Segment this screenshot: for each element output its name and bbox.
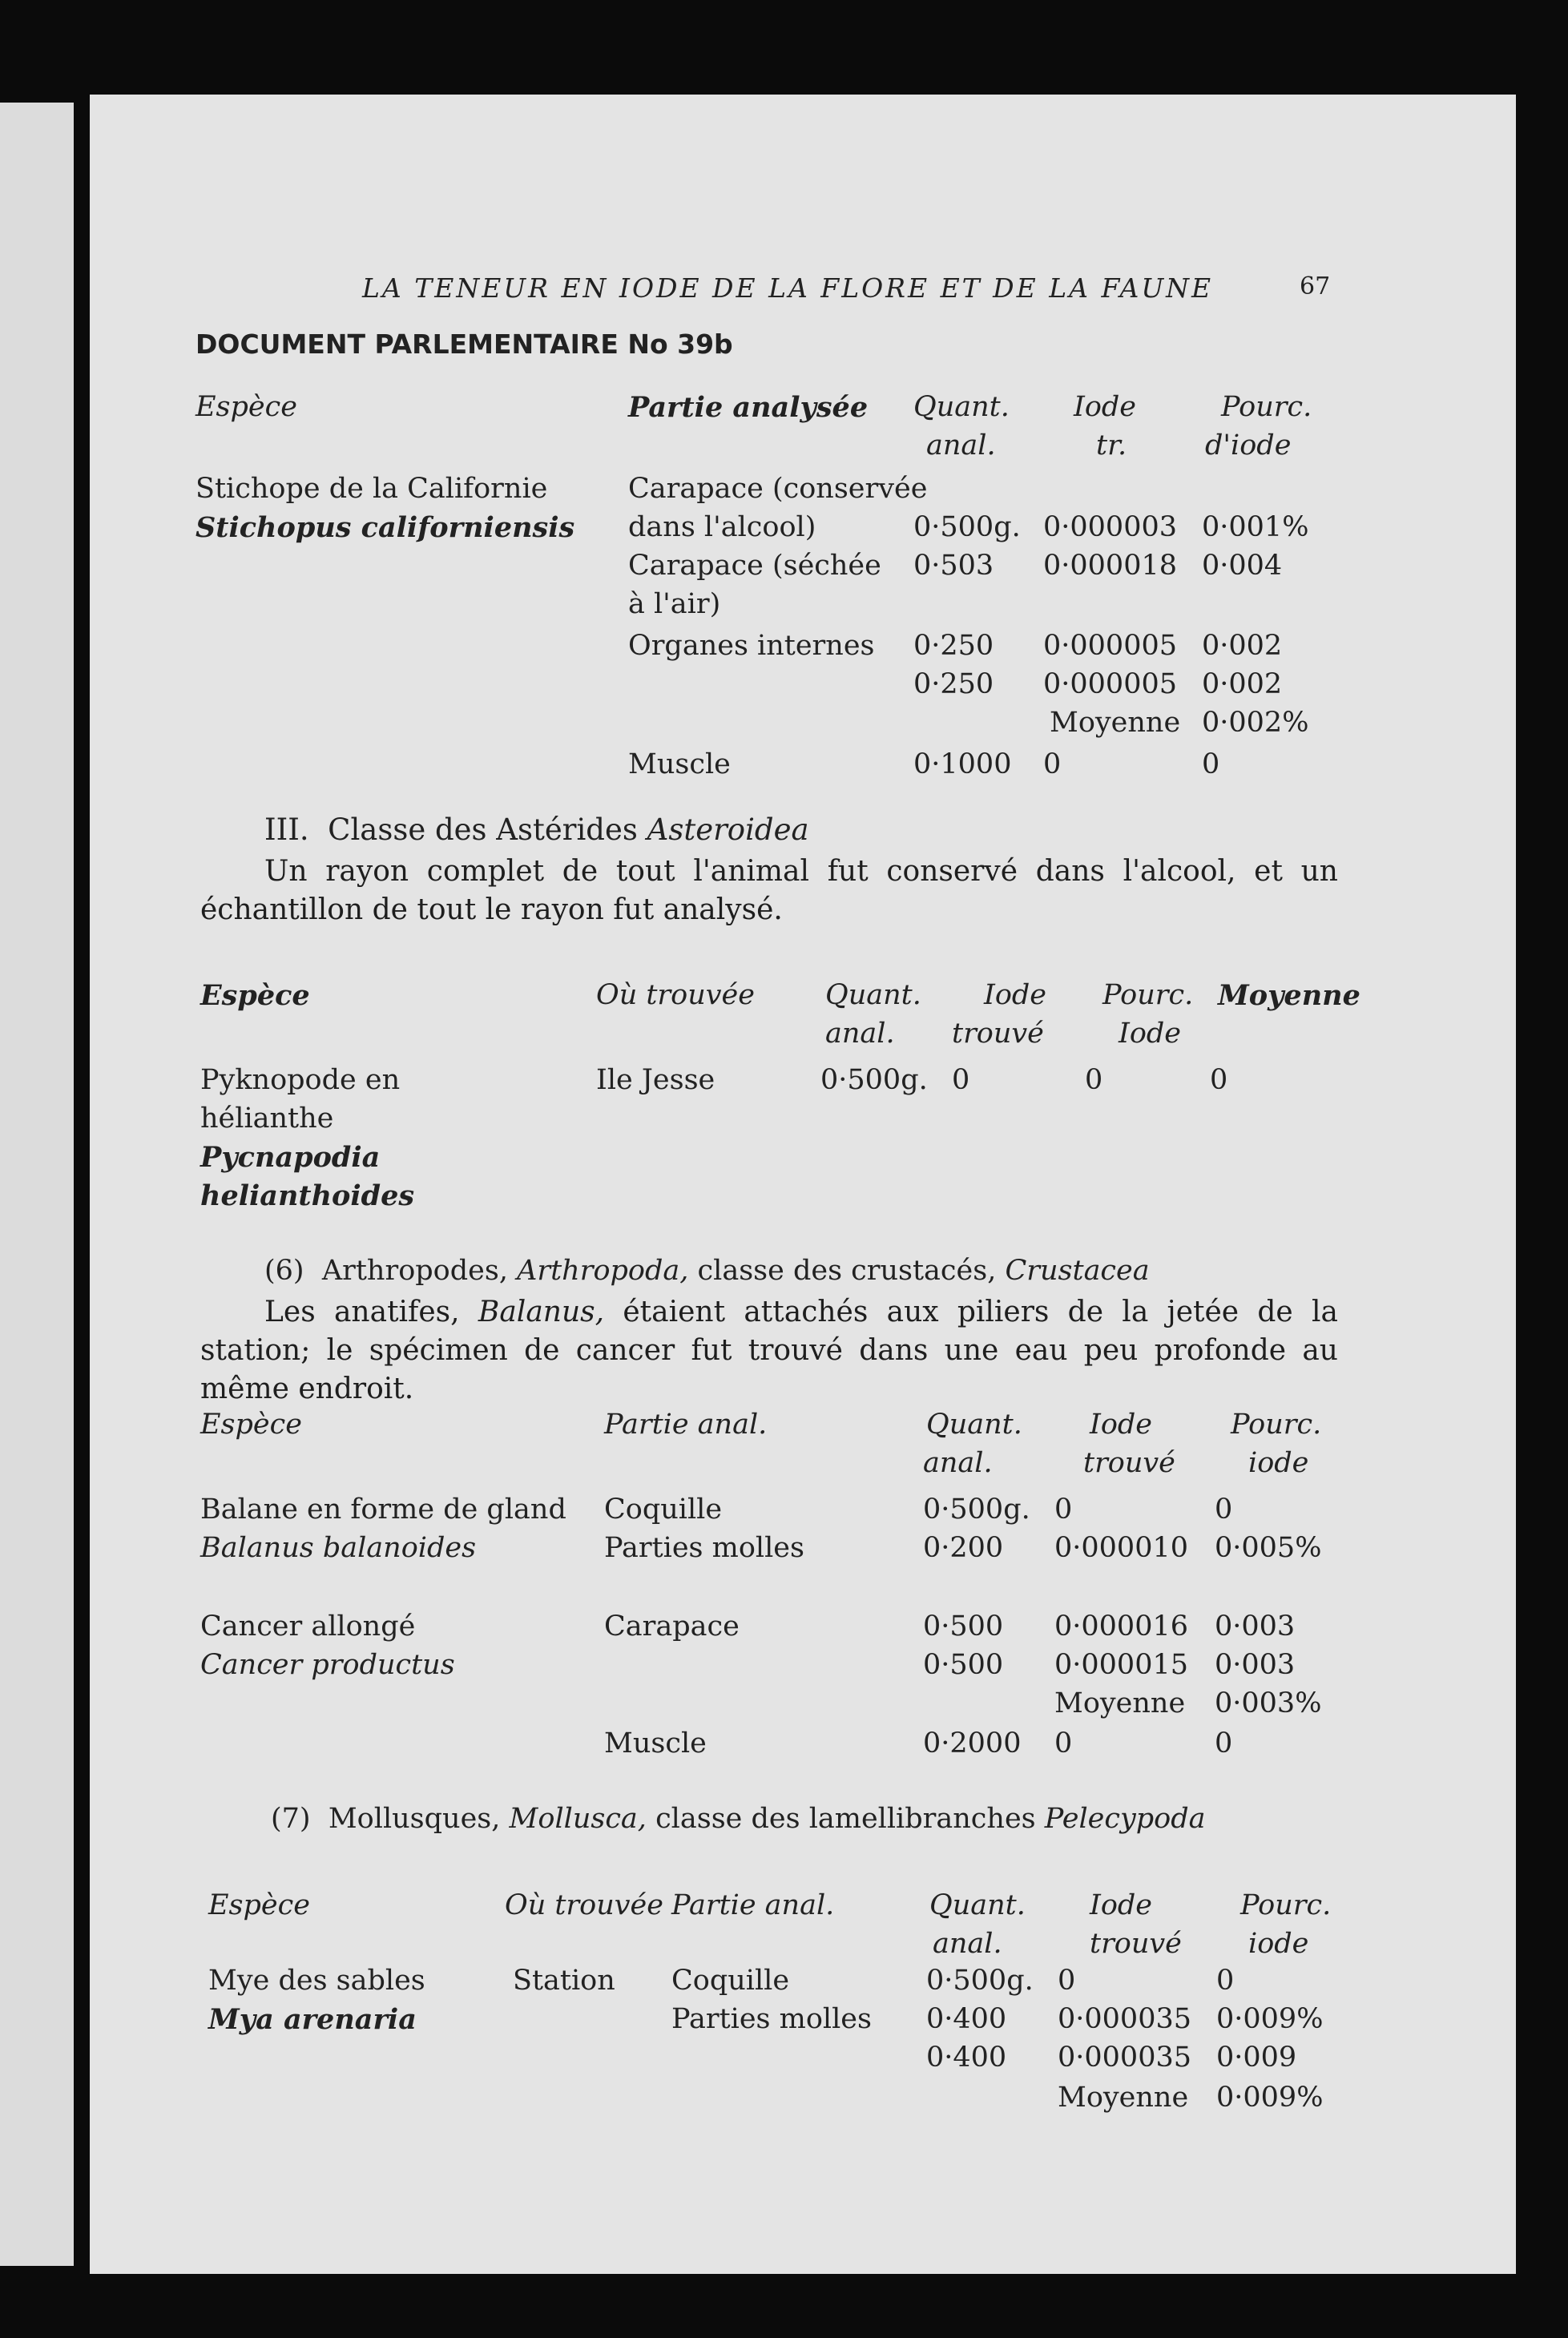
cell-quant: 0·500 xyxy=(923,1610,1004,1643)
cell-quant: 0·1000 xyxy=(913,748,1012,780)
cell-iode: 0·000015 xyxy=(1054,1649,1189,1681)
col-header-partie: Partie analysée xyxy=(628,391,869,424)
book-page xyxy=(90,95,1516,2274)
col-header-iode: Iode xyxy=(1090,1409,1153,1441)
cell-partie: à l'air) xyxy=(628,588,721,620)
cell-iode: 0·000005 xyxy=(1043,630,1178,662)
section-latin: Asteroidea xyxy=(647,812,809,847)
species-latin: Pycnapodia xyxy=(200,1141,381,1174)
paragraph: Un rayon complet de tout l'animal fut conservé dans l'alcool, et un échantillon de tout le rayon fut analysé. xyxy=(200,855,1338,926)
section-title: Mollusques, xyxy=(328,1803,501,1835)
col-header-quant: Quant. xyxy=(825,979,921,1011)
cell-partie: Parties molles xyxy=(604,1532,804,1564)
col-header-quant: Quant. xyxy=(913,391,1010,423)
col-header-espece: Espèce xyxy=(195,391,297,423)
species-latin: Stichopus californiensis xyxy=(195,511,575,544)
cell-moyenne-label: Moyenne xyxy=(1058,2082,1189,2114)
cell-iode: 0 xyxy=(1054,1493,1073,1526)
cell-moyenne: 0 xyxy=(1210,1064,1228,1096)
col-header-espece: Espèce xyxy=(200,1409,302,1441)
species-name: Cancer allongé xyxy=(200,1610,416,1643)
document-label: DOCUMENT PARLEMENTAIRE No 39b xyxy=(195,329,733,360)
cell-moyenne-label: Moyenne xyxy=(1054,1687,1186,1719)
running-header: LA TENEUR EN IODE DE LA FLORE ET DE LA FAUNE xyxy=(362,272,1214,304)
col-header-quant-sub: anal. xyxy=(933,1928,1002,1960)
cell-iode: 0 xyxy=(952,1064,970,1096)
cell-partie: Parties molles xyxy=(671,2003,872,2035)
col-header-partie: Partie anal. xyxy=(671,1889,835,1921)
col-header-pourc-sub: iode xyxy=(1248,1447,1309,1479)
col-header-quant-sub: anal. xyxy=(923,1447,993,1479)
section-heading xyxy=(264,1255,1150,1287)
col-header-iode: Iode xyxy=(1074,391,1137,423)
section-latin-cont: Pelecypoda xyxy=(1044,1803,1206,1835)
paragraph-text: Les anatifes, xyxy=(264,1296,460,1328)
col-header-pourc: Pourc. xyxy=(1102,979,1194,1011)
col-header-partie: Partie anal. xyxy=(604,1409,768,1441)
cell-pourc: 0·003 xyxy=(1215,1610,1296,1643)
cell-partie: Organes internes xyxy=(628,630,875,662)
paragraph-latin: Balanus, xyxy=(478,1296,605,1328)
cell-pourc: 0·005% xyxy=(1215,1532,1322,1564)
cell-partie: Muscle xyxy=(604,1727,707,1760)
cell-partie: Coquille xyxy=(671,1965,790,1997)
cell-pourc: 0·009% xyxy=(1216,2082,1324,2114)
section-title: Classe des Astérides xyxy=(328,812,638,847)
col-header-pourc-sub: d'iode xyxy=(1205,429,1292,462)
species-latin: Mya arenaria xyxy=(208,2003,417,2036)
cell-pourc: 0·004 xyxy=(1202,550,1283,582)
cell-pourc: 0 xyxy=(1215,1727,1233,1760)
cell-ou: Ile Jesse xyxy=(596,1064,715,1096)
cell-pourc: 0·003% xyxy=(1215,1687,1322,1719)
col-header-quant-sub: anal. xyxy=(825,1018,895,1050)
col-header-pourc-sub: Iode xyxy=(1119,1018,1182,1050)
section-latin: Arthropoda, xyxy=(517,1255,689,1287)
col-header-ou: Où trouvée xyxy=(596,979,755,1011)
cell-pourc: 0·009 xyxy=(1216,2042,1297,2074)
species-name: Stichope de la Californie xyxy=(195,473,548,505)
cell-pourc: 0·002 xyxy=(1202,630,1283,662)
cell-quant: 0·503 xyxy=(913,550,994,582)
section-latin: Mollusca, xyxy=(509,1803,647,1835)
page-number: 67 xyxy=(1300,272,1331,300)
cell-pourc: 0 xyxy=(1216,1965,1235,1997)
col-header-iode-sub: trouvé xyxy=(1090,1928,1182,1960)
cell-quant: 0·500g. xyxy=(926,1965,1034,1997)
cell-pourc: 0 xyxy=(1215,1493,1233,1526)
col-header-iode: Iode xyxy=(984,979,1047,1011)
cell-quant: 0·400 xyxy=(926,2003,1007,2035)
col-header-moyenne: Moyenne xyxy=(1218,979,1360,1012)
species-name: Mye des sables xyxy=(208,1965,425,1997)
species-latin-cont: helianthoides xyxy=(200,1179,415,1212)
section-title-cont: classe des lamellibranches xyxy=(655,1803,1036,1835)
col-header-quant-sub: anal. xyxy=(926,429,996,462)
cell-pourc: 0·003 xyxy=(1215,1649,1296,1681)
species-name: Balane en forme de gland xyxy=(200,1493,566,1526)
cell-iode: 0·000035 xyxy=(1058,2003,1192,2035)
cell-quant: 0·200 xyxy=(923,1532,1004,1564)
cell-iode: 0·000010 xyxy=(1054,1532,1189,1564)
cell-moyenne-label: Moyenne xyxy=(1050,707,1181,739)
col-header-quant: Quant. xyxy=(926,1409,1022,1441)
cell-iode: 0·000003 xyxy=(1043,511,1178,543)
section-number: (7) xyxy=(271,1803,311,1835)
col-header-iode-sub: trouvé xyxy=(952,1018,1044,1050)
cell-partie: Carapace (conservée xyxy=(628,473,928,505)
paragraph-text-cont: étaient attachés aux piliers de la jetée de la station; le spécimen de cancer fut trouvé dans une eau peu profonde au même endroit. xyxy=(200,1296,1338,1405)
species-latin: Balanus balanoides xyxy=(200,1532,477,1564)
cell-partie: Muscle xyxy=(628,748,731,780)
adjacent-page-edge xyxy=(0,103,74,2266)
species-name-cont: hélianthe xyxy=(200,1102,334,1135)
cell-ou: Station xyxy=(513,1965,615,1997)
section-heading xyxy=(271,1803,1206,1835)
cell-iode: 0·000016 xyxy=(1054,1610,1189,1643)
col-header-iode: Iode xyxy=(1090,1889,1153,1921)
paragraph xyxy=(200,1293,1338,1409)
cell-quant: 0·2000 xyxy=(923,1727,1022,1760)
cell-quant: 0·500g. xyxy=(923,1493,1030,1526)
col-header-quant: Quant. xyxy=(929,1889,1026,1921)
cell-partie: Carapace xyxy=(604,1610,740,1643)
cell-pourc: 0·002 xyxy=(1202,668,1283,700)
cell-partie: Coquille xyxy=(604,1493,723,1526)
cell-iode: 0·000005 xyxy=(1043,668,1178,700)
col-header-iode-sub: tr. xyxy=(1096,429,1127,462)
cell-pourc: 0·009% xyxy=(1216,2003,1324,2035)
cell-quant: 0·400 xyxy=(926,2042,1007,2074)
cell-quant: 0·500g. xyxy=(820,1064,928,1096)
cell-iode: 0·000035 xyxy=(1058,2042,1192,2074)
species-latin: Cancer productus xyxy=(200,1649,455,1681)
cell-quant: 0·250 xyxy=(913,630,994,662)
col-header-pourc: Pourc. xyxy=(1221,391,1312,423)
section-heading xyxy=(264,812,809,847)
col-header-espece: Espèce xyxy=(208,1889,310,1921)
col-header-pourc: Pourc. xyxy=(1240,1889,1332,1921)
cell-iode: 0 xyxy=(1043,748,1062,780)
section-title-cont: classe des crustacés, xyxy=(697,1255,997,1287)
col-header-espece: Espèce xyxy=(200,979,310,1012)
section-number: (6) xyxy=(264,1255,304,1287)
cell-iode: 0·000018 xyxy=(1043,550,1178,582)
cell-partie: dans l'alcool) xyxy=(628,511,816,543)
col-header-pourc-sub: iode xyxy=(1248,1928,1309,1960)
species-name: Pyknopode en xyxy=(200,1064,401,1096)
cell-partie: Carapace (séchée xyxy=(628,550,881,582)
cell-pourc: 0·002% xyxy=(1202,707,1309,739)
section-title: Arthropodes, xyxy=(321,1255,508,1287)
cell-iode: 0 xyxy=(1058,1965,1076,1997)
section-latin-cont: Crustacea xyxy=(1005,1255,1150,1287)
cell-iode: 0 xyxy=(1054,1727,1073,1760)
col-header-pourc: Pourc. xyxy=(1231,1409,1322,1441)
cell-quant: 0·500 xyxy=(923,1649,1004,1681)
cell-quant: 0·500g. xyxy=(913,511,1021,543)
cell-quant: 0·250 xyxy=(913,668,994,700)
section-number: III. xyxy=(264,812,309,847)
cell-pourc: 0 xyxy=(1085,1064,1103,1096)
col-header-ou: Où trouvée xyxy=(505,1889,663,1921)
col-header-iode-sub: trouvé xyxy=(1083,1447,1175,1479)
cell-pourc: 0·001% xyxy=(1202,511,1309,543)
cell-pourc: 0 xyxy=(1202,748,1220,780)
